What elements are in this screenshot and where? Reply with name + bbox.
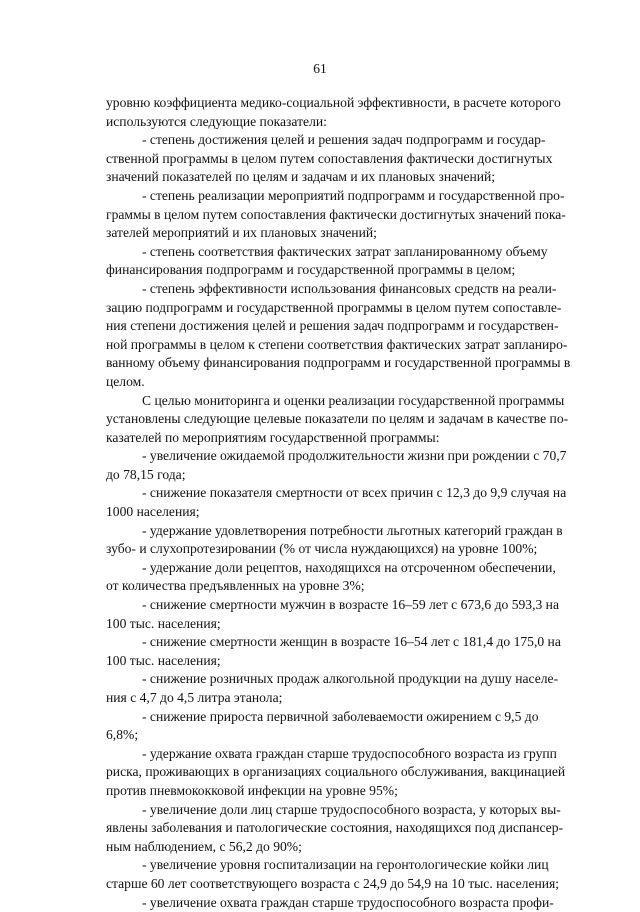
text-line: С целью мониторинга и оценки реализации государственной программы: [142, 392, 565, 408]
text-line: - снижение показателя смертности от всех причин с 12,3 до 9,9 случая на: [142, 485, 567, 501]
text-line: риска, проживающих в организациях социального обслуживания, вакцинацией: [106, 764, 566, 780]
text-line: ной программы в целом к степени соответствия фактических затрат запланиро-: [106, 336, 568, 352]
text-line: старше 60 лет соответствующего возраста с 24,9 до 54,9 на 10 тыс. населения;: [106, 875, 560, 891]
page-number: 61: [313, 61, 327, 76]
text-line: ным наблюдением, с 56,2 до 90%;: [106, 838, 302, 854]
text-line: граммы в целом путем сопоставления фактически достигнутых значений пока-: [106, 206, 566, 222]
text-line: - степень реализации мероприятий подпрограмм и государственной про-: [142, 187, 565, 203]
text-line: явлены заболевания и патологические состояния, находящихся под диспансер-: [106, 820, 564, 836]
text-line: казателей по мероприятиям государственной программы:: [106, 429, 440, 445]
text-line: против пневмококковой инфекции на уровне 95%;: [106, 782, 398, 798]
text-line: 1000 населения;: [106, 504, 200, 520]
text-line: - увеличение ожидаемой продолжительности жизни при рождении с 70,7: [142, 448, 567, 464]
text-line: ственной программы в целом путем сопоставления фактически достигнутых: [106, 150, 553, 166]
text-line: целом.: [106, 373, 145, 389]
text-line: - снижение розничных продаж алкогольной продукции на душу населе-: [142, 671, 559, 687]
text-line: зубо- и слухопротезировании (% от числа нуждающихся) на уровне 100%;: [106, 541, 538, 557]
text-line: - увеличение уровня госпитализации на геронтологические койки лиц: [142, 857, 549, 873]
text-line: - увеличение охвата граждан старше трудоспособного возраста профи-: [142, 894, 554, 910]
text-line: ния степени достижения целей и решения задач подпрограмм и государствен-: [106, 318, 559, 334]
text-line: - удержание удовлетворения потребности льготных категорий граждан в: [142, 522, 563, 538]
text-line: ния с 4,7 до 4,5 литра этанола;: [106, 690, 283, 705]
document-body: [106, 94, 571, 912]
text-line: до 78,15 года;: [106, 466, 186, 482]
text-line: 100 тыс. населения;: [106, 652, 221, 668]
text-line: 6,8%;: [106, 727, 139, 743]
text-line: - удержание охвата граждан старше трудоспособного возраста из групп: [142, 745, 557, 761]
text-line: от количества предъявленных на уровне 3%;: [106, 578, 365, 594]
text-line: зателей мероприятий и их плановых значений;: [106, 225, 377, 241]
text-line: ванному объему финансирования подпрограмм и государственной программы в: [106, 355, 571, 371]
text-line: - снижение смертности женщин в возрасте 16–54 лет с 181,4 до 175,0 на: [142, 634, 561, 650]
text-line: - удержание доли рецептов, находящихся на отсроченном обеспечении,: [142, 559, 556, 575]
text-line: - снижение смертности мужчин в возрасте 16–59 лет с 673,6 до 593,3 на: [142, 597, 559, 613]
text-line: - степень достижения целей и решения задач подпрограмм и государ-: [142, 132, 546, 148]
text-line: - увеличение доли лиц старше трудоспособного возраста, у которых вы-: [142, 801, 561, 817]
text-line: используются следующие показатели:: [106, 113, 327, 129]
text-line: установлены следующие целевые показатели по целям и задачам в качестве по-: [106, 411, 569, 427]
text-line: 100 тыс. населения;: [106, 615, 221, 631]
text-line: уровню коэффициента медико-социальной эффективности, в расчете которого: [106, 95, 561, 110]
text-line: финансирования подпрограмм и государственной программы в целом;: [106, 262, 516, 278]
text-line: - снижение прироста первичной заболеваемости ожирением с 9,5 до: [142, 708, 539, 724]
text-line: значений показателей по целям и задачам и их плановых значений;: [106, 169, 496, 185]
text-line: - степень соответствия фактических затрат запланированному объему: [142, 243, 548, 259]
text-line: - степень эффективности использования финансовых средств на реали-: [142, 280, 557, 296]
text-line: зацию подпрограмм и государственной программы в целом путем сопоставле-: [106, 299, 562, 315]
